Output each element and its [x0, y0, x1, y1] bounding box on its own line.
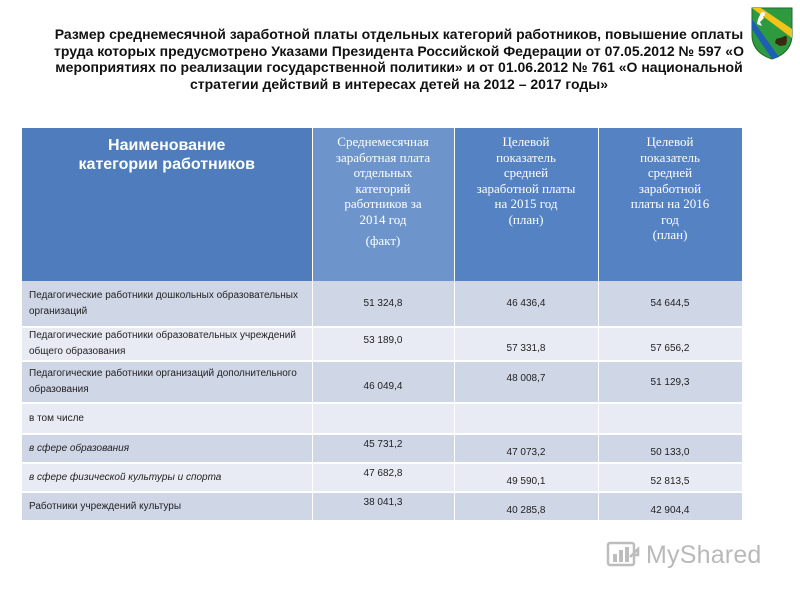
row-category-name: Педагогические работники дошкольных образовательных организаций: [22, 281, 312, 327]
myshared-logo-icon: [606, 539, 642, 571]
value-2015: 49 590,1: [506, 476, 546, 487]
header-line: показатель: [496, 149, 556, 165]
value-2016-cell: [598, 463, 742, 492]
header-line: показатель: [640, 149, 700, 165]
watermark-text: MyShared: [646, 540, 762, 569]
value-2015-cell: [454, 361, 598, 403]
table-row: [22, 403, 742, 434]
table-row: [22, 281, 742, 327]
header-line: заработная плата: [335, 149, 431, 165]
value-2016-cell: [598, 327, 742, 361]
value-2014: 38 041,3: [363, 497, 403, 508]
value-2014: [312, 403, 454, 434]
value-2015: 47 073,2: [506, 447, 546, 458]
value-2016: 51 129,3: [598, 361, 742, 403]
table-header-row: [22, 128, 742, 281]
value-2016-cell: [598, 434, 742, 463]
header-line: Среднемесячная: [337, 134, 429, 149]
header-line: категории работников: [78, 156, 255, 173]
header-line: (план): [652, 227, 688, 242]
header-line: (план): [508, 211, 544, 227]
value-2015: [454, 403, 598, 434]
slide-title-line: мероприятиях по реализации государственной политики» и от 01.06.2012 № 761 «О национальной: [55, 59, 743, 75]
value-2016: 52 813,5: [650, 476, 690, 487]
header-line: платы на 2016: [630, 196, 710, 211]
value-2016: [598, 403, 742, 434]
myshared-watermark: [606, 538, 762, 572]
slide-title-line: стратегии действий в интересах детей на 2012 – 2017 годы»: [189, 75, 609, 92]
header-line: средней: [647, 165, 693, 180]
salary-table: [22, 128, 743, 522]
value-2015-cell: [454, 327, 598, 361]
row-category-name: в сфере образования: [22, 434, 312, 463]
value-2014: 45 731,2: [363, 439, 403, 450]
value-2015-cell: [454, 463, 598, 492]
value-2015: 57 331,8: [506, 342, 546, 354]
slide-title-line: труда которых предусмотрено Указами Президента Российской Федерации от 07.05.2012 № 597 «О: [54, 42, 744, 59]
header-2014-fact: [312, 128, 454, 281]
row-category-name: Педагогические работники образовательных учреждений общего образования: [22, 327, 312, 361]
table-row: [22, 463, 742, 492]
value-2016: 54 644,5: [598, 281, 742, 327]
value-2015-cell: [454, 492, 598, 521]
header-line: 2014 год: [359, 211, 407, 227]
slide-title: [44, 26, 754, 92]
header-line: Целевой: [502, 134, 550, 149]
table-row: [22, 434, 742, 463]
header-line: на 2015 год: [494, 196, 558, 211]
slide-title-line: Размер среднемесячной заработной платы отдельных категорий работников, повышение оплаты: [54, 26, 744, 42]
table-row: [22, 361, 742, 403]
value-2014: 46 049,4: [363, 380, 403, 392]
value-2014: 53 189,0: [363, 334, 403, 346]
row-category-name: в сфере физической культуры и спорта: [22, 463, 312, 492]
value-2016: 50 133,0: [650, 447, 690, 458]
row-category-name: Педагогические работники организаций дополнительного образования: [22, 361, 312, 403]
value-2014-cell: [312, 434, 454, 463]
header-sub: (факт): [365, 233, 401, 248]
header-line: заработной: [638, 180, 702, 196]
value-2014: 51 324,8: [312, 281, 454, 327]
header-line: средней: [503, 165, 549, 180]
header-line: работников за: [344, 196, 422, 211]
coat-of-arms-icon: [749, 5, 795, 61]
value-2014-cell: [312, 463, 454, 492]
value-2015: 40 285,8: [506, 505, 546, 516]
value-2014-cell: [312, 361, 454, 403]
table-row: [22, 327, 742, 361]
header-2015-plan: [454, 128, 598, 281]
row-subheading: в том числе: [22, 403, 312, 434]
value-2014: 47 682,8: [363, 468, 403, 479]
header-line: категорий: [355, 180, 411, 196]
value-2015-cell: [454, 434, 598, 463]
header-category: [22, 128, 312, 281]
value-2016-cell: [598, 492, 742, 521]
header-line: Наименование: [108, 137, 226, 154]
value-2014-cell: [312, 327, 454, 361]
header-line: год: [661, 211, 679, 227]
header-line: заработной платы: [476, 180, 576, 196]
value-2015: 46 436,4: [454, 281, 598, 327]
value-2014-cell: [312, 492, 454, 521]
value-2016: 57 656,2: [650, 342, 690, 354]
header-line: Целевой: [646, 134, 694, 149]
header-2016-plan: [598, 128, 742, 281]
row-category-name: Работники учреждений культуры: [22, 492, 312, 521]
header-line: отдельных: [353, 165, 413, 180]
value-2015: 48 008,7: [506, 372, 546, 384]
table-row: [22, 492, 742, 521]
value-2016: 42 904,4: [650, 505, 690, 516]
